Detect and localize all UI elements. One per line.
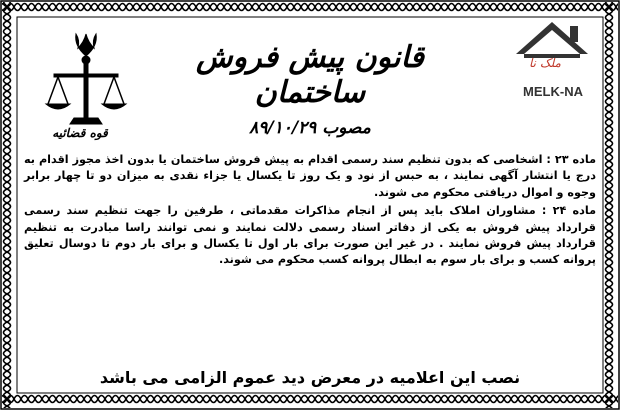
article-23: ماده ۲۳ : اشخاصی که بدون تنظیم سند رسمی اقدام به پیش فروش ساختمان یا بدون اخذ مجوز اقدام به درج یا انتشار آگهی نمایند ، به حبس از نود و یک روز تا یکسال یا جزاء نقدی به میزان دو تا چهار برابر وجوه و اموال دریافتی محکوم می شوند. (24, 153, 597, 199)
footer-notice: نصب این اعلامیه در معرض دید عموم الزامی می باشد (99, 368, 521, 387)
articles-body (24, 152, 596, 271)
notice-title: قانون پیش فروش ساختمان (196, 40, 424, 110)
house-roof-logo (510, 14, 595, 94)
judiciary-label: قوه قضائیه (52, 126, 108, 140)
article-24: ماده ۲۴ : مشاوران املاک باید پس از انجام مذاکرات مقدماتی ، طرفین را جهت تنظیم سند رسمی قرارداد پیش فروش به یکی از دفاتر اسناد رسمی دلالت نمایند و نمی توانند راسا مبادرت به تنظیم قرارداد پیش فروش نمایند . در غیر این صورت برای بار اول تا یکسال و برای بار دوم تا دوسال تعلیق پروانه کسب و برای بار سوم به ابطال پروانه کسب محکوم می شوند. (24, 204, 596, 267)
melk-na-logo-text: MELK-NA (523, 84, 583, 99)
melk-na-script: ملک نا (529, 56, 561, 70)
approval-date: مصوب ۸۹/۱۰/۲۹ (249, 118, 371, 138)
